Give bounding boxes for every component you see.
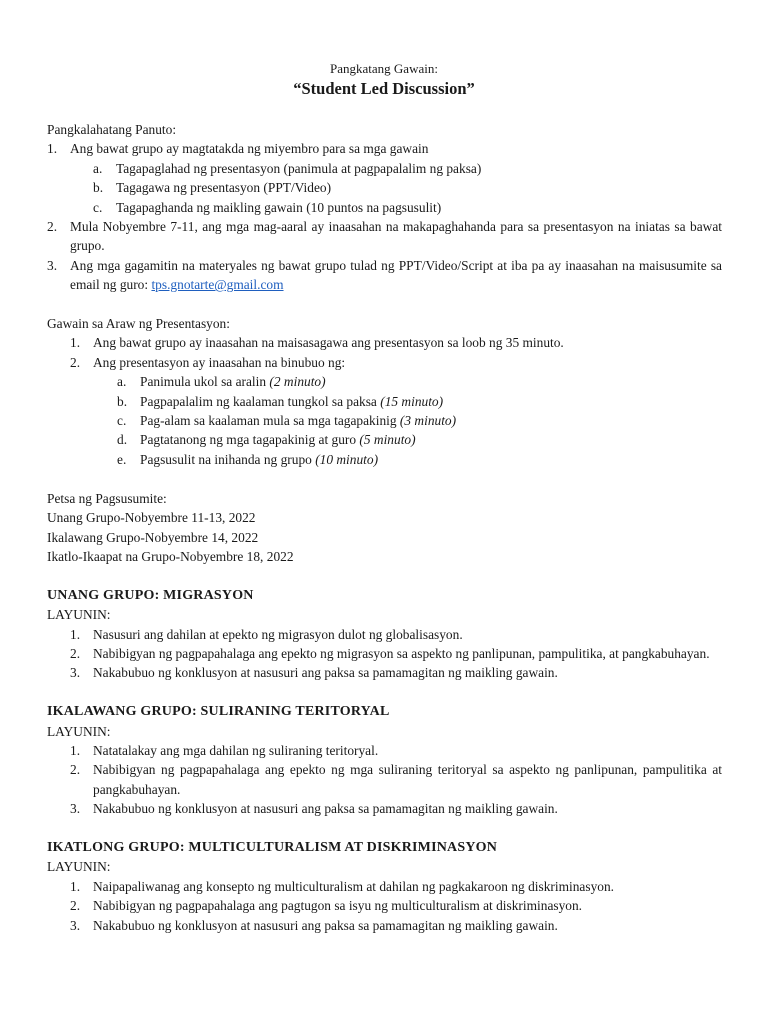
list-letter: c. [117, 413, 127, 429]
list-number: 1. [70, 878, 81, 894]
presentation-item-2 [47, 353, 722, 372]
objective-item [47, 644, 722, 663]
list-text: Pagtatanong ng mga tagapakinig at guro [140, 432, 360, 448]
presentation-item-1 [47, 333, 722, 352]
duration-text: (2 minuto) [269, 374, 326, 390]
document-title: “Student Led Discussion” [293, 79, 475, 98]
submission-dates-label: Petsa ng Pagsusumite: [47, 490, 167, 506]
objective-item [47, 663, 722, 682]
list-text: Nasusuri ang dahilan at epekto ng migrasyon dulot ng globalisasyon. [93, 626, 463, 642]
list-text: Nabibigyan ng pagpapahalaga ang epekto ng mga suliraning teritoryal sa aspekto ng panlipunan, pampulitika at pangkabuhayan. [93, 762, 722, 797]
general-subitem-a [47, 159, 722, 178]
general-subitem-c [47, 198, 722, 217]
objective-item [47, 625, 722, 644]
list-letter: a. [93, 160, 103, 176]
list-text: Nakabubuo ng konklusyon at nasusuri ang paksa sa pamamagitan ng maikling gawain. [93, 801, 558, 817]
list-letter: e. [117, 451, 127, 467]
group-heading: IKALAWANG GRUPO: SULIRANING TERITORYAL [47, 704, 390, 720]
document-body [47, 120, 722, 935]
list-number: 2. [47, 219, 58, 235]
list-number: 1. [70, 335, 81, 351]
list-number: 2. [70, 354, 81, 370]
list-text: Naipapaliwanag ang konsepto ng multiculturalism at dahilan ng pagkakaroon ng diskriminasyon. [93, 878, 615, 894]
list-number: 3. [70, 917, 81, 933]
objective-item [47, 896, 722, 915]
list-number: 2. [70, 645, 81, 661]
list-text: Ang bawat grupo ay magtatakda ng miyembro para sa mga gawain [70, 141, 429, 157]
email-link[interactable]: tps.gnotarte@gmail.com [151, 277, 284, 293]
list-text: Mula Nobyembre 7-11, ang mga mag-aaral ay inaasahan na makapaghahanda para sa presentasyon na iniatas sa bawat grupo. [70, 219, 722, 254]
list-text: Ang presentasyon ay inaasahan na binubuo ng: [93, 354, 346, 370]
submission-date-line: Unang Grupo-Nobyembre 11-13, 2022 [47, 510, 256, 526]
list-number: 1. [70, 626, 81, 642]
list-number: 2. [70, 762, 81, 778]
objectives-label: LAYUNIN: [47, 859, 111, 875]
list-text: Panimula ukol sa aralin [140, 374, 270, 390]
list-letter: c. [93, 199, 103, 215]
list-letter: d. [117, 432, 128, 448]
presentation-subitem-d [47, 430, 722, 449]
list-text: Ang bawat grupo ay inaasahan na maisasagawa ang presentasyon sa loob ng 35 minuto. [93, 335, 564, 351]
duration-text: (15 minuto) [380, 393, 444, 409]
list-text: Natatalakay ang mga dahilan ng suliraning teritoryal. [93, 742, 379, 758]
list-number: 1. [70, 742, 81, 758]
list-text: Nabibigyan ng pagpapahalaga ang epekto ng migrasyon sa aspekto ng panlipunan, pampulitika, at pangkabuhayan. [93, 645, 710, 661]
list-number: 1. [47, 141, 58, 157]
general-item-1 [47, 139, 722, 158]
objective-item [47, 916, 722, 935]
general-item-3 [47, 256, 722, 295]
list-text: Nabibigyan ng pagpapahalaga ang pagtugon sa isyu ng multiculturalism at diskriminasyon. [93, 898, 583, 914]
duration-text: (3 minuto) [399, 413, 457, 429]
list-number: 3. [47, 257, 58, 273]
objectives-label: LAYUNIN: [47, 723, 111, 739]
general-subitem-b [47, 178, 722, 197]
general-item-2 [47, 217, 722, 256]
list-text: Nakabubuo ng konklusyon at nasusuri ang paksa sa pamamagitan ng maikling gawain. [93, 665, 558, 681]
duration-text: (10 minuto) [315, 451, 379, 467]
list-number: 3. [70, 665, 81, 681]
submission-date-line: Ikalawang Grupo-Nobyembre 14, 2022 [47, 529, 259, 545]
duration-text: (5 minuto) [359, 432, 416, 448]
presentation-subitem-c [47, 411, 722, 430]
list-text: Nakabubuo ng konklusyon at nasusuri ang paksa sa pamamagitan ng maikling gawain. [93, 917, 558, 933]
objective-item [47, 741, 722, 760]
objective-item [47, 799, 722, 818]
general-instructions-label: Pangkalahatang Panuto: [47, 122, 177, 137]
objective-item [47, 877, 722, 896]
list-text: Tagagawa ng presentasyon (PPT/Video) [116, 180, 332, 196]
list-text: Tagapaglahad ng presentasyon (panimula at pagpapalalim ng paksa) [116, 160, 482, 176]
list-letter: a. [117, 374, 127, 390]
group-heading: UNANG GRUPO: MIGRASYON [47, 587, 254, 603]
list-number: 3. [70, 801, 81, 817]
presentation-subitem-e [47, 450, 722, 469]
presentation-subitem-a [47, 372, 722, 391]
list-text: Tagapaghanda ng maikling gawain (10 puntos na pagsusulit) [116, 199, 442, 215]
list-text: Pag-alam sa kaalaman mula sa mga tagapakinig [140, 413, 400, 429]
presentation-subitem-b [47, 392, 722, 411]
group-heading: IKATLONG GRUPO: MULTICULTURALISM AT DISKRIMINASYON [47, 839, 498, 855]
list-number: 2. [70, 898, 81, 914]
list-letter: b. [117, 393, 128, 409]
document-subtitle: Pangkatang Gawain: [330, 61, 438, 76]
objective-item [47, 760, 722, 799]
objectives-label: LAYUNIN: [47, 607, 111, 623]
presentation-tasks-label: Gawain sa Araw ng Presentasyon: [47, 316, 230, 332]
list-letter: b. [93, 180, 104, 196]
submission-date-line: Ikatlo-Ikaapat na Grupo-Nobyembre 18, 2022 [47, 548, 294, 564]
list-text: Pagpapalalim ng kaalaman tungkol sa paksa [140, 393, 381, 409]
list-text: Ang mga gagamitin na materyales ng bawat grupo tulad ng PPT/Video/Script at iba pa ay inaasahan na maisusumite sa email ng guro: [70, 257, 722, 293]
list-text: Pagsusulit na inihanda ng grupo [140, 451, 316, 467]
